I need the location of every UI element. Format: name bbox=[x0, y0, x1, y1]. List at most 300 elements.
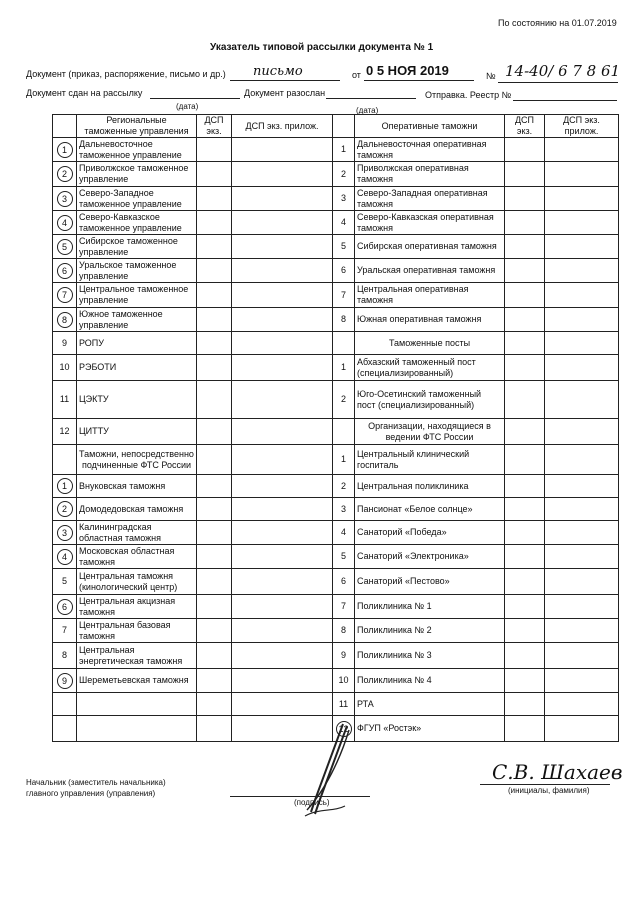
right-section-heading: Организации, находящиеся в ведении ФТС России bbox=[355, 419, 505, 445]
right-row-number bbox=[333, 643, 355, 669]
right-row-name: Санаторий «Электроника» bbox=[355, 545, 505, 569]
date-caption-1: (дата) bbox=[176, 102, 199, 111]
left-row-number bbox=[53, 545, 77, 569]
left-row-name: Внуковская таможня bbox=[77, 475, 197, 498]
right-row-dsp-ekz bbox=[505, 332, 545, 355]
left-row-number bbox=[53, 569, 77, 595]
left-row-number bbox=[53, 308, 77, 332]
left-row-dsp-ekz bbox=[197, 355, 232, 381]
row-number-text: 7 bbox=[340, 601, 346, 611]
left-row-name: Центральное таможенное управление bbox=[77, 283, 197, 308]
left-row-dsp-ekz bbox=[197, 569, 232, 595]
right-row-dsp-ekz bbox=[505, 355, 545, 381]
row-number-text: 6 bbox=[340, 265, 346, 275]
row-number-text: 4 bbox=[340, 217, 346, 227]
left-row-number bbox=[53, 332, 77, 355]
right-table-row bbox=[333, 716, 619, 742]
right-row-name: Пансионат «Белое солнце» bbox=[355, 498, 505, 521]
right-row-name: Поликлиника № 3 bbox=[355, 643, 505, 669]
left-row-name: Центральная базовая таможня bbox=[77, 619, 197, 643]
left-row-name: РЭБОТИ bbox=[77, 355, 197, 381]
right-row-dsp-pril bbox=[545, 259, 619, 283]
doc-type-value: письмо bbox=[253, 64, 303, 79]
left-row-dsp-pril bbox=[232, 381, 333, 419]
left-row-number bbox=[53, 162, 77, 187]
right-table-row bbox=[333, 669, 619, 693]
left-row-dsp-pril bbox=[232, 235, 333, 259]
row-number-text: 8 bbox=[340, 314, 346, 324]
circled-number-mark: 3 bbox=[57, 525, 73, 541]
right-row-name: Поликлиника № 1 bbox=[355, 595, 505, 619]
row-number-text: 3 bbox=[340, 193, 346, 203]
left-header-dsp-ekz: ДСП экз. bbox=[197, 115, 232, 138]
right-row-dsp-pril bbox=[545, 355, 619, 381]
right-table-row bbox=[333, 381, 619, 419]
right-row-dsp-ekz bbox=[505, 283, 545, 308]
right-row-number bbox=[333, 187, 355, 211]
row-number-text: 5 bbox=[340, 551, 346, 561]
right-row-number bbox=[333, 498, 355, 521]
row-number-text: 8 bbox=[61, 650, 67, 660]
circled-number-mark: 4 bbox=[57, 215, 73, 231]
left-row-dsp-ekz bbox=[197, 419, 232, 445]
right-table-row bbox=[333, 595, 619, 619]
left-row-number bbox=[53, 498, 77, 521]
right-header-row bbox=[333, 115, 619, 138]
circled-number-mark: 5 bbox=[57, 239, 73, 255]
right-table-row bbox=[333, 162, 619, 187]
right-row-dsp-pril bbox=[545, 138, 619, 162]
left-row-name: РОПУ bbox=[77, 332, 197, 355]
left-row-dsp-ekz bbox=[197, 308, 232, 332]
right-row-dsp-ekz bbox=[505, 162, 545, 187]
left-row-dsp-pril bbox=[232, 187, 333, 211]
row-number-text: 5 bbox=[340, 241, 346, 251]
left-header-num bbox=[53, 115, 77, 138]
right-row-name: Приволжская оперативная таможня bbox=[355, 162, 505, 187]
right-row-number bbox=[333, 445, 355, 475]
right-row-name: Санаторий «Победа» bbox=[355, 521, 505, 545]
left-row-dsp-ekz bbox=[197, 283, 232, 308]
right-row-dsp-pril bbox=[545, 419, 619, 445]
right-row-dsp-ekz bbox=[505, 669, 545, 693]
right-row-dsp-ekz bbox=[505, 693, 545, 716]
right-table-row bbox=[333, 138, 619, 162]
circled-number-mark: 9 bbox=[57, 673, 73, 689]
right-table-row bbox=[333, 445, 619, 475]
left-row-name bbox=[77, 716, 197, 742]
row-number-text: 12 bbox=[59, 426, 70, 436]
right-row-dsp-pril bbox=[545, 716, 619, 742]
circled-number-mark: 3 bbox=[57, 191, 73, 207]
right-row-number bbox=[333, 308, 355, 332]
right-header-dsp-ekz: ДСП экз. bbox=[505, 115, 545, 138]
right-table-row bbox=[333, 521, 619, 545]
right-row-dsp-ekz bbox=[505, 211, 545, 235]
right-row-dsp-ekz bbox=[505, 498, 545, 521]
left-row-number bbox=[53, 521, 77, 545]
left-row-dsp-ekz bbox=[197, 187, 232, 211]
right-row-number bbox=[333, 259, 355, 283]
left-table-row bbox=[53, 595, 333, 619]
circled-number-mark: 2 bbox=[57, 501, 73, 517]
left-row-name: Северо-Западное таможенное управление bbox=[77, 187, 197, 211]
right-row-dsp-ekz bbox=[505, 381, 545, 419]
row-number-text: 2 bbox=[340, 394, 346, 404]
right-row-dsp-ekz bbox=[505, 545, 545, 569]
right-row-number bbox=[333, 235, 355, 259]
right-row-number bbox=[333, 419, 355, 445]
row-number-text: 2 bbox=[340, 480, 346, 491]
left-row-dsp-ekz bbox=[197, 693, 232, 716]
left-row-name: Дальневосточное таможенное управление bbox=[77, 138, 197, 162]
left-section-heading: Таможни, непосредственно подчиненные ФТС России bbox=[77, 445, 197, 475]
doc-type-label: Документ (приказ, распоряжение, письмо и др.) bbox=[26, 69, 226, 79]
right-header-num bbox=[333, 115, 355, 138]
right-row-name: Южная оперативная таможня bbox=[355, 308, 505, 332]
right-row-number bbox=[333, 693, 355, 716]
right-table-row bbox=[333, 545, 619, 569]
circled-number-mark: 6 bbox=[57, 263, 73, 279]
row-number-text: 7 bbox=[61, 625, 67, 635]
row-number-text: 1 bbox=[340, 362, 346, 372]
left-row-dsp-pril bbox=[232, 595, 333, 619]
left-table-row bbox=[53, 259, 333, 283]
sent-out-label: Документ разослан bbox=[244, 88, 326, 98]
row-number-text: 4 bbox=[340, 527, 346, 537]
left-row-number bbox=[53, 355, 77, 381]
right-row-dsp-pril bbox=[545, 332, 619, 355]
left-table-row bbox=[53, 569, 333, 595]
right-table-row bbox=[333, 187, 619, 211]
left-row-number bbox=[53, 235, 77, 259]
left-row-dsp-pril bbox=[232, 569, 333, 595]
left-row-dsp-pril bbox=[232, 521, 333, 545]
right-row-number bbox=[333, 569, 355, 595]
right-row-number bbox=[333, 355, 355, 381]
right-row-dsp-ekz bbox=[505, 187, 545, 211]
initials-caption: (инициалы, фамилия) bbox=[508, 786, 590, 795]
right-row-dsp-ekz bbox=[505, 475, 545, 498]
left-row-dsp-ekz bbox=[197, 619, 232, 643]
right-table-row bbox=[333, 619, 619, 643]
left-row-dsp-pril bbox=[232, 355, 333, 381]
row-number-text: 11 bbox=[338, 698, 349, 709]
right-row-number bbox=[333, 619, 355, 643]
row-number-text: 11 bbox=[59, 394, 70, 404]
number-label: № bbox=[486, 71, 496, 81]
left-table-row bbox=[53, 498, 333, 521]
row-number-text: 2 bbox=[340, 168, 346, 179]
right-table-row bbox=[333, 569, 619, 595]
right-row-dsp-ekz bbox=[505, 259, 545, 283]
row-number-text: 7 bbox=[340, 289, 346, 300]
left-table-row bbox=[53, 381, 333, 419]
circled-number-mark: 7 bbox=[57, 287, 73, 303]
row-number-text: 5 bbox=[61, 576, 67, 586]
left-row-number bbox=[53, 693, 77, 716]
signature-caption: (подпись) bbox=[294, 798, 330, 807]
left-table-row bbox=[53, 693, 333, 716]
left-row-number bbox=[53, 716, 77, 742]
row-number-text: 10 bbox=[338, 675, 349, 685]
left-row-name: Северо-Кавказское таможенное управление bbox=[77, 211, 197, 235]
left-row-name: Московская областная таможня bbox=[77, 545, 197, 569]
operative-table bbox=[332, 114, 619, 742]
left-row-dsp-ekz bbox=[197, 138, 232, 162]
right-row-name: Северо-Западная оперативная таможня bbox=[355, 187, 505, 211]
right-row-number bbox=[333, 162, 355, 187]
circled-number-mark: 8 bbox=[57, 312, 73, 328]
left-table-row bbox=[53, 619, 333, 643]
right-table-row bbox=[333, 693, 619, 716]
left-row-name: Шереметьевская таможня bbox=[77, 669, 197, 693]
doc-date-stamp: 0 5 НОЯ 2019 bbox=[366, 63, 449, 78]
left-row-dsp-ekz bbox=[197, 716, 232, 742]
left-row-number bbox=[53, 187, 77, 211]
right-row-name: Уральская оперативная таможня bbox=[355, 259, 505, 283]
left-table-row bbox=[53, 235, 333, 259]
left-row-dsp-pril bbox=[232, 619, 333, 643]
from-label: от bbox=[352, 70, 361, 80]
dispatch-label: Отправка. Реестр № bbox=[425, 90, 512, 100]
row-number-text: 1 bbox=[340, 144, 346, 154]
right-row-dsp-pril bbox=[545, 235, 619, 259]
left-row-number bbox=[53, 138, 77, 162]
circled-number-mark: 2 bbox=[57, 166, 73, 182]
left-row-number bbox=[53, 419, 77, 445]
right-row-name: Северо-Кавказская оперативная таможня bbox=[355, 211, 505, 235]
right-row-number bbox=[333, 475, 355, 498]
right-row-number bbox=[333, 381, 355, 419]
left-row-dsp-pril bbox=[232, 259, 333, 283]
left-table-row bbox=[53, 162, 333, 187]
circled-number-mark: 1 bbox=[57, 142, 73, 158]
left-row-dsp-pril bbox=[232, 545, 333, 569]
left-row-name: Домодедовская таможня bbox=[77, 498, 197, 521]
left-row-dsp-ekz bbox=[197, 445, 232, 475]
left-row-dsp-ekz bbox=[197, 162, 232, 187]
circled-number-mark: 4 bbox=[57, 549, 73, 565]
doc-number-value: 14-40/ 6 7 8 61 bbox=[505, 62, 621, 80]
left-row-name bbox=[77, 693, 197, 716]
right-row-dsp-ekz bbox=[505, 138, 545, 162]
right-row-dsp-ekz bbox=[505, 235, 545, 259]
left-row-dsp-pril bbox=[232, 643, 333, 669]
left-row-number bbox=[53, 475, 77, 498]
left-header-regional: Региональные таможенные управления bbox=[77, 115, 197, 138]
left-table-row bbox=[53, 211, 333, 235]
right-table-row bbox=[333, 498, 619, 521]
left-row-dsp-ekz bbox=[197, 669, 232, 693]
left-row-number bbox=[53, 445, 77, 475]
right-row-number bbox=[333, 669, 355, 693]
row-number-text: 9 bbox=[340, 650, 346, 660]
left-row-number bbox=[53, 381, 77, 419]
right-header-operative: Оперативные таможни bbox=[355, 115, 505, 138]
left-row-dsp-pril bbox=[232, 498, 333, 521]
right-row-number bbox=[333, 283, 355, 308]
right-table-row bbox=[333, 475, 619, 498]
right-row-dsp-ekz bbox=[505, 643, 545, 669]
right-row-name: РТА bbox=[355, 693, 505, 716]
right-row-name: Поликлиника № 4 bbox=[355, 669, 505, 693]
right-row-dsp-pril bbox=[545, 187, 619, 211]
right-row-name: Юго-Осетинский таможенный пост (специализированный) bbox=[355, 381, 505, 419]
left-row-dsp-ekz bbox=[197, 381, 232, 419]
right-table-row bbox=[333, 643, 619, 669]
row-number-text: 3 bbox=[340, 503, 346, 514]
left-row-name: Центральная таможня (кинологический центр) bbox=[77, 569, 197, 595]
circled-number-mark: 1 bbox=[57, 478, 73, 494]
right-row-name: Дальневосточная оперативная таможня bbox=[355, 138, 505, 162]
right-table-row bbox=[333, 283, 619, 308]
left-row-name: Южное таможенное управление bbox=[77, 308, 197, 332]
right-row-number bbox=[333, 138, 355, 162]
status-note: По состоянию на 01.07.2019 bbox=[498, 18, 617, 28]
right-table-row bbox=[333, 259, 619, 283]
left-table-row bbox=[53, 545, 333, 569]
right-row-number bbox=[333, 332, 355, 355]
right-row-name: Поликлиника № 2 bbox=[355, 619, 505, 643]
left-row-dsp-ekz bbox=[197, 259, 232, 283]
left-row-dsp-pril bbox=[232, 693, 333, 716]
document-title: Указатель типовой рассылки документа № 1 bbox=[210, 42, 434, 53]
left-row-name: ЦИТТУ bbox=[77, 419, 197, 445]
right-table-row bbox=[333, 355, 619, 381]
left-row-number bbox=[53, 643, 77, 669]
left-row-name: Центральная акцизная таможня bbox=[77, 595, 197, 619]
left-row-dsp-ekz bbox=[197, 235, 232, 259]
left-table-row bbox=[53, 355, 333, 381]
head-label-1: Начальник (заместитель начальника) bbox=[26, 778, 166, 787]
left-row-dsp-pril bbox=[232, 475, 333, 498]
right-row-dsp-pril bbox=[545, 283, 619, 308]
right-table-row bbox=[333, 332, 619, 355]
left-row-dsp-pril bbox=[232, 669, 333, 693]
left-row-name: Уральское таможенное управление bbox=[77, 259, 197, 283]
right-row-name: Центральная оперативная таможня bbox=[355, 283, 505, 308]
left-row-dsp-ekz bbox=[197, 521, 232, 545]
left-row-number bbox=[53, 619, 77, 643]
left-row-dsp-pril bbox=[232, 445, 333, 475]
right-row-dsp-ekz bbox=[505, 569, 545, 595]
left-table-row bbox=[53, 283, 333, 308]
row-number-text: 9 bbox=[61, 337, 67, 348]
right-row-dsp-pril bbox=[545, 308, 619, 332]
left-row-dsp-ekz bbox=[197, 498, 232, 521]
left-row-dsp-pril bbox=[232, 332, 333, 355]
circled-number-mark: 12 bbox=[336, 721, 352, 737]
right-row-dsp-ekz bbox=[505, 595, 545, 619]
left-row-dsp-ekz bbox=[197, 545, 232, 569]
right-row-dsp-pril bbox=[545, 545, 619, 569]
right-row-dsp-pril bbox=[545, 498, 619, 521]
left-table-row bbox=[53, 308, 333, 332]
right-row-name: ФГУП «Ростэк» bbox=[355, 716, 505, 742]
right-section-heading: Таможенные посты bbox=[355, 332, 505, 355]
right-row-dsp-pril bbox=[545, 595, 619, 619]
left-row-dsp-ekz bbox=[197, 475, 232, 498]
left-table-row bbox=[53, 138, 333, 162]
right-row-dsp-pril bbox=[545, 619, 619, 643]
sent-label: Документ сдан на рассылку bbox=[26, 88, 143, 98]
right-row-dsp-pril bbox=[545, 381, 619, 419]
left-table-row bbox=[53, 669, 333, 693]
left-header-row bbox=[53, 115, 333, 138]
right-row-dsp-ekz bbox=[505, 521, 545, 545]
left-row-number bbox=[53, 669, 77, 693]
left-row-dsp-ekz bbox=[197, 211, 232, 235]
left-row-name: Приволжское таможенное управление bbox=[77, 162, 197, 187]
date-caption-2: (дата) bbox=[356, 106, 379, 115]
right-row-dsp-pril bbox=[545, 669, 619, 693]
right-row-dsp-pril bbox=[545, 569, 619, 595]
row-number-text: 10 bbox=[59, 362, 70, 372]
left-row-name: Центральная энергетическая таможня bbox=[77, 643, 197, 669]
left-row-dsp-ekz bbox=[197, 332, 232, 355]
circled-number-mark: 6 bbox=[57, 599, 73, 615]
right-row-dsp-pril bbox=[545, 475, 619, 498]
left-table-row bbox=[53, 332, 333, 355]
left-row-number bbox=[53, 259, 77, 283]
left-row-name: Калининградская областная таможня bbox=[77, 521, 197, 545]
left-row-number bbox=[53, 595, 77, 619]
right-row-dsp-pril bbox=[545, 211, 619, 235]
row-number-text: 1 bbox=[340, 454, 346, 464]
right-row-dsp-pril bbox=[545, 693, 619, 716]
left-row-name: ЦЭКТУ bbox=[77, 381, 197, 419]
regional-table bbox=[52, 114, 333, 742]
left-row-number bbox=[53, 211, 77, 235]
left-table-row bbox=[53, 521, 333, 545]
left-row-dsp-pril bbox=[232, 419, 333, 445]
left-row-dsp-pril bbox=[232, 138, 333, 162]
left-row-dsp-pril bbox=[232, 211, 333, 235]
right-row-dsp-pril bbox=[545, 162, 619, 187]
right-row-number bbox=[333, 595, 355, 619]
right-row-name: Центральный клинический госпиталь bbox=[355, 445, 505, 475]
left-header-dsp-pril: ДСП экз. прилож. bbox=[232, 115, 333, 138]
left-row-name: Сибирское таможенное управление bbox=[77, 235, 197, 259]
head-label-2: главного управления (управления) bbox=[26, 789, 156, 798]
right-table-row bbox=[333, 211, 619, 235]
right-row-name: Санаторий «Пестово» bbox=[355, 569, 505, 595]
right-table-row bbox=[333, 419, 619, 445]
right-row-number bbox=[333, 211, 355, 235]
left-table-row bbox=[53, 187, 333, 211]
initials-value: С.В. Шахаев bbox=[492, 760, 623, 784]
left-row-dsp-pril bbox=[232, 162, 333, 187]
right-table-row bbox=[333, 308, 619, 332]
right-table-row bbox=[333, 235, 619, 259]
right-row-name: Центральная поликлиника bbox=[355, 475, 505, 498]
left-row-dsp-ekz bbox=[197, 595, 232, 619]
left-row-dsp-pril bbox=[232, 308, 333, 332]
right-header-dsp-pril: ДСП экз. прилож. bbox=[545, 115, 619, 138]
right-row-number bbox=[333, 545, 355, 569]
left-table-row bbox=[53, 419, 333, 445]
row-number-text: 8 bbox=[340, 625, 346, 635]
right-row-dsp-ekz bbox=[505, 619, 545, 643]
right-row-dsp-pril bbox=[545, 445, 619, 475]
left-table-row bbox=[53, 445, 333, 475]
right-row-dsp-pril bbox=[545, 643, 619, 669]
right-row-dsp-ekz bbox=[505, 445, 545, 475]
right-row-dsp-ekz bbox=[505, 419, 545, 445]
right-row-name: Абхазский таможенный пост (специализированный) bbox=[355, 355, 505, 381]
left-row-dsp-pril bbox=[232, 283, 333, 308]
